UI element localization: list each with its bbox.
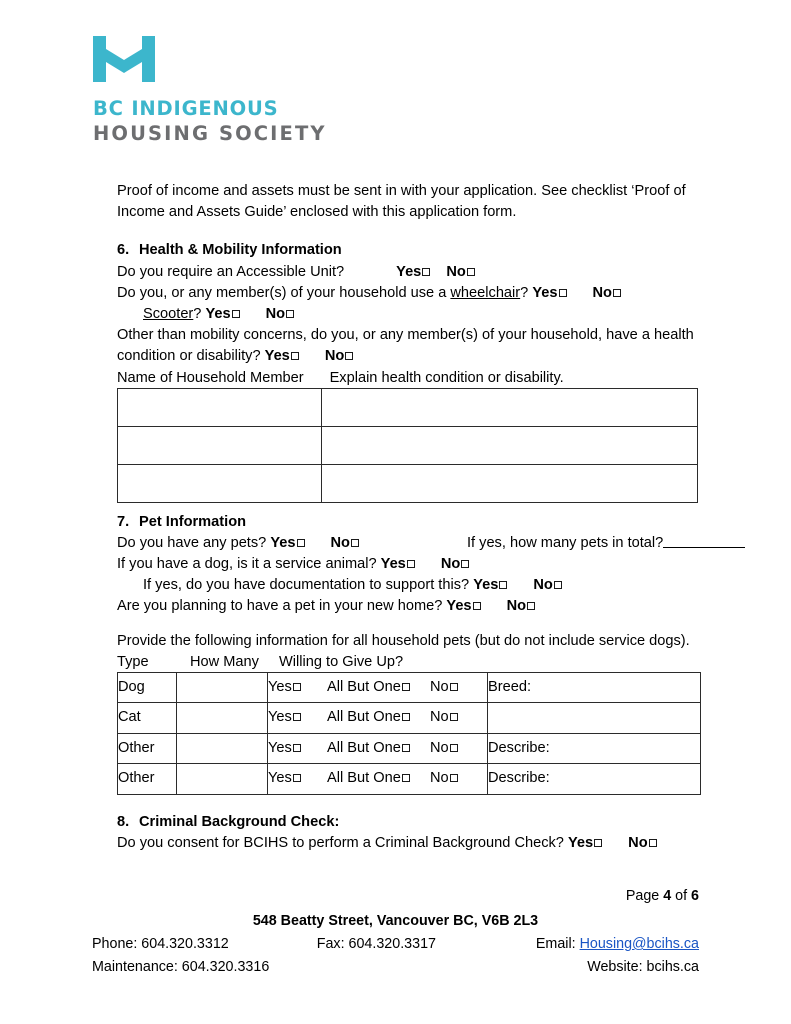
- q-have-pets-yes-checkbox[interactable]: [297, 539, 305, 547]
- q-accessible-unit-no-label: No: [446, 263, 466, 280]
- pets-header-how-many: How Many: [190, 653, 259, 670]
- section-8-title: Criminal Background Check:: [139, 813, 340, 830]
- q-background-check-label: Do you consent for BCIHS to perform a Criminal Background Check?: [117, 835, 568, 852]
- pet-cell-how-many[interactable]: [177, 672, 268, 703]
- footer-maintenance: Maintenance: 604.320.3316: [92, 959, 270, 975]
- q-service-docs-no-checkbox[interactable]: [554, 581, 562, 589]
- pets-table-column-headers: [117, 652, 699, 672]
- page-number-total: 6: [691, 888, 699, 904]
- q-scooter-label-b: ?: [193, 306, 206, 323]
- q-health-condition-yes-checkbox[interactable]: [291, 352, 299, 360]
- page-number-mid: of: [671, 888, 692, 904]
- section-7-title: Pet Information: [139, 513, 247, 530]
- q-scooter: [117, 304, 699, 325]
- q-background-check-yes-label: Yes: [567, 835, 594, 852]
- q-background-check: [117, 833, 699, 854]
- section-7-number: 7.: [117, 513, 130, 530]
- table-row: [118, 764, 701, 795]
- q-future-pet-label: Are you planning to have a pet in your new home?: [117, 598, 447, 615]
- pet-no-checkbox[interactable]: [450, 683, 458, 691]
- q-wheelchair-keyword: wheelchair: [450, 284, 521, 301]
- q-accessible-unit-yes-checkbox[interactable]: [422, 268, 430, 276]
- q-have-pets-no-label: No: [330, 534, 350, 551]
- pets-header-type: Type: [117, 653, 149, 670]
- pet-no-checkbox[interactable]: [450, 713, 458, 721]
- section-6-title: Health & Mobility Information: [139, 242, 342, 259]
- pet-all-but-one-label: All But One: [327, 770, 401, 787]
- pet-yes-checkbox[interactable]: [293, 744, 301, 752]
- q-future-pet: [117, 596, 699, 617]
- q-service-animal-no-checkbox[interactable]: [461, 560, 469, 568]
- footer-contact-row-1: [92, 934, 699, 955]
- health-table-column-headers: [117, 368, 699, 388]
- pet-no-label: No: [430, 770, 449, 787]
- health-conditions-table: [117, 388, 698, 503]
- bcihs-h-monogram-icon: [93, 36, 155, 82]
- q-accessible-unit-yes-label: Yes: [396, 263, 422, 280]
- pet-no-checkbox[interactable]: [450, 744, 458, 752]
- q-health-condition: [117, 325, 699, 367]
- health-cell-explain[interactable]: [322, 426, 698, 464]
- pet-cell-type: Other: [118, 764, 177, 795]
- page-number: [92, 886, 699, 907]
- q-accessible-unit-no-checkbox[interactable]: [467, 268, 475, 276]
- q-have-pets-label: Do you have any pets?: [117, 534, 271, 551]
- pet-cell-type: Other: [118, 733, 177, 764]
- household-pets-table: [117, 672, 701, 795]
- q-service-animal-yes-label: Yes: [380, 556, 406, 573]
- footer-website: Website: bcihs.ca: [587, 959, 699, 975]
- q-scooter-yes-checkbox[interactable]: [232, 310, 240, 318]
- logo-text-line2: HOUSING SOCIETY: [93, 122, 327, 146]
- form-content: [117, 181, 699, 854]
- logo-text-line1: BC INDIGENOUS: [93, 97, 279, 120]
- q-future-pet-no-label: No: [506, 598, 527, 615]
- pet-cell-how-many[interactable]: [177, 733, 268, 764]
- q-service-docs: [117, 575, 699, 596]
- q-background-check-no-checkbox[interactable]: [649, 839, 657, 847]
- health-cell-explain[interactable]: [322, 464, 698, 502]
- q-service-docs-yes-checkbox[interactable]: [499, 581, 507, 589]
- section-7-heading: [117, 512, 699, 533]
- footer-fax: Fax: 604.320.3317: [316, 936, 436, 952]
- q-health-condition-no-label: No: [324, 348, 345, 365]
- pet-yes-label: Yes: [268, 739, 292, 756]
- q-health-condition-yes-label: Yes: [264, 348, 290, 365]
- q-pets-total-label: If yes, how many pets in total?: [466, 534, 664, 551]
- q-have-pets: [117, 533, 699, 554]
- q-service-animal-no-label: No: [440, 556, 461, 573]
- health-cell-member[interactable]: [118, 426, 322, 464]
- q-future-pet-no-checkbox[interactable]: [527, 602, 535, 610]
- q-wheelchair-label-b: ?: [520, 284, 533, 301]
- section-6-number: 6.: [117, 242, 130, 259]
- q-service-docs-no-label: No: [533, 577, 553, 594]
- pet-yes-checkbox[interactable]: [293, 713, 301, 721]
- pet-cell-willing: [268, 672, 488, 703]
- pet-cell-type: Cat: [118, 703, 177, 734]
- pet-no-label: No: [430, 739, 449, 756]
- health-table-header-name: Name of Household Member: [117, 369, 304, 386]
- section-8-heading: [117, 812, 699, 833]
- page-number-prefix: Page: [625, 888, 664, 904]
- q-wheelchair-yes-checkbox[interactable]: [559, 289, 567, 297]
- q-scooter-no-label: No: [265, 306, 286, 323]
- pet-cell-willing: [268, 703, 488, 734]
- q-service-animal-yes-checkbox[interactable]: [407, 560, 415, 568]
- pet-cell-note[interactable]: Breed:: [488, 672, 701, 703]
- pet-all-but-one-label: All But One: [327, 739, 401, 756]
- page-footer: [92, 886, 699, 978]
- table-row: [118, 672, 701, 703]
- pet-all-but-one-checkbox[interactable]: [402, 713, 410, 721]
- footer-email: [536, 934, 699, 955]
- q-wheelchair-no-checkbox[interactable]: [613, 289, 621, 297]
- q-accessible-unit: [117, 262, 699, 283]
- q-wheelchair-yes-label: Yes: [532, 284, 558, 301]
- health-table-header-explain: Explain health condition or disability.: [329, 369, 564, 386]
- table-row: [118, 733, 701, 764]
- section-6-heading: [117, 240, 699, 261]
- pet-all-but-one-label: All But One: [327, 678, 401, 695]
- footer-email-link[interactable]: Housing@bcihs.ca: [579, 936, 699, 952]
- pet-cell-how-many[interactable]: [177, 703, 268, 734]
- pet-yes-label: Yes: [268, 709, 292, 726]
- section-8-number: 8.: [117, 813, 130, 830]
- pet-cell-note[interactable]: [488, 703, 701, 734]
- health-cell-member[interactable]: [118, 464, 322, 502]
- health-cell-member[interactable]: [118, 388, 322, 426]
- footer-contact-row-2: [92, 957, 699, 978]
- pet-no-checkbox[interactable]: [450, 774, 458, 782]
- q-service-animal: [117, 554, 699, 575]
- health-cell-explain[interactable]: [322, 388, 698, 426]
- q-wheelchair: [117, 283, 699, 304]
- footer-email-label: Email:: [535, 936, 580, 952]
- q-accessible-unit-label: Do you require an Accessible Unit?: [117, 263, 345, 280]
- q-background-check-no-label: No: [628, 835, 648, 852]
- table-row: [118, 388, 698, 426]
- pet-yes-checkbox[interactable]: [293, 774, 301, 782]
- q-health-condition-label: Other than mobility concerns, do you, or any member(s) of your household, have a health condition or disability?: [117, 327, 694, 365]
- q-wheelchair-no-label: No: [592, 284, 612, 301]
- pet-cell-willing: [268, 764, 488, 795]
- q-scooter-keyword: Scooter: [143, 306, 194, 323]
- pet-all-but-one-checkbox[interactable]: [402, 774, 410, 782]
- pets-table-intro: Provide the following information for all household pets (but do not include service dogs).: [117, 632, 690, 649]
- pet-yes-label: Yes: [268, 770, 292, 787]
- organization-logo: [93, 36, 393, 146]
- q-future-pet-yes-label: Yes: [446, 598, 472, 615]
- q-future-pet-yes-checkbox[interactable]: [473, 602, 481, 610]
- intro-paragraph: Proof of income and assets must be sent in with your application. See checklist ‘Proof of Income and Assets Guide’ enclosed with this application form.: [117, 183, 686, 221]
- pets-header-willing: Willing to Give Up?: [279, 653, 404, 670]
- q-have-pets-no-checkbox[interactable]: [351, 539, 359, 547]
- table-row: [118, 703, 701, 734]
- pet-all-but-one-label: All But One: [327, 709, 401, 726]
- page-number-current: 4: [663, 888, 672, 904]
- pet-yes-checkbox[interactable]: [293, 683, 301, 691]
- q-service-docs-label: If yes, do you have documentation to support this?: [143, 577, 474, 594]
- pet-no-label: No: [430, 709, 449, 726]
- pet-cell-how-many[interactable]: [177, 764, 268, 795]
- q-health-condition-no-checkbox[interactable]: [345, 352, 353, 360]
- pet-cell-type: Dog: [118, 672, 177, 703]
- table-row: [118, 426, 698, 464]
- q-service-docs-yes-label: Yes: [473, 577, 499, 594]
- pet-cell-note[interactable]: Describe:: [488, 764, 701, 795]
- footer-address: 548 Beatty Street, Vancouver BC, V6B 2L3: [252, 913, 539, 929]
- q-scooter-yes-label: Yes: [205, 306, 231, 323]
- q-pets-total-input[interactable]: [663, 534, 745, 548]
- pet-cell-note[interactable]: Describe:: [488, 733, 701, 764]
- q-wheelchair-label-a: Do you, or any member(s) of your household use a: [117, 284, 451, 301]
- q-scooter-no-checkbox[interactable]: [286, 310, 294, 318]
- pet-no-label: No: [430, 678, 449, 695]
- q-background-check-yes-checkbox[interactable]: [594, 839, 602, 847]
- pet-all-but-one-checkbox[interactable]: [402, 683, 410, 691]
- pet-cell-willing: [268, 733, 488, 764]
- q-service-animal-label: If you have a dog, is it a service animal?: [117, 556, 381, 573]
- pet-yes-label: Yes: [268, 678, 292, 695]
- footer-phone: Phone: 604.320.3312: [92, 936, 229, 952]
- pet-all-but-one-checkbox[interactable]: [402, 744, 410, 752]
- table-row: [118, 464, 698, 502]
- q-have-pets-yes-label: Yes: [270, 534, 296, 551]
